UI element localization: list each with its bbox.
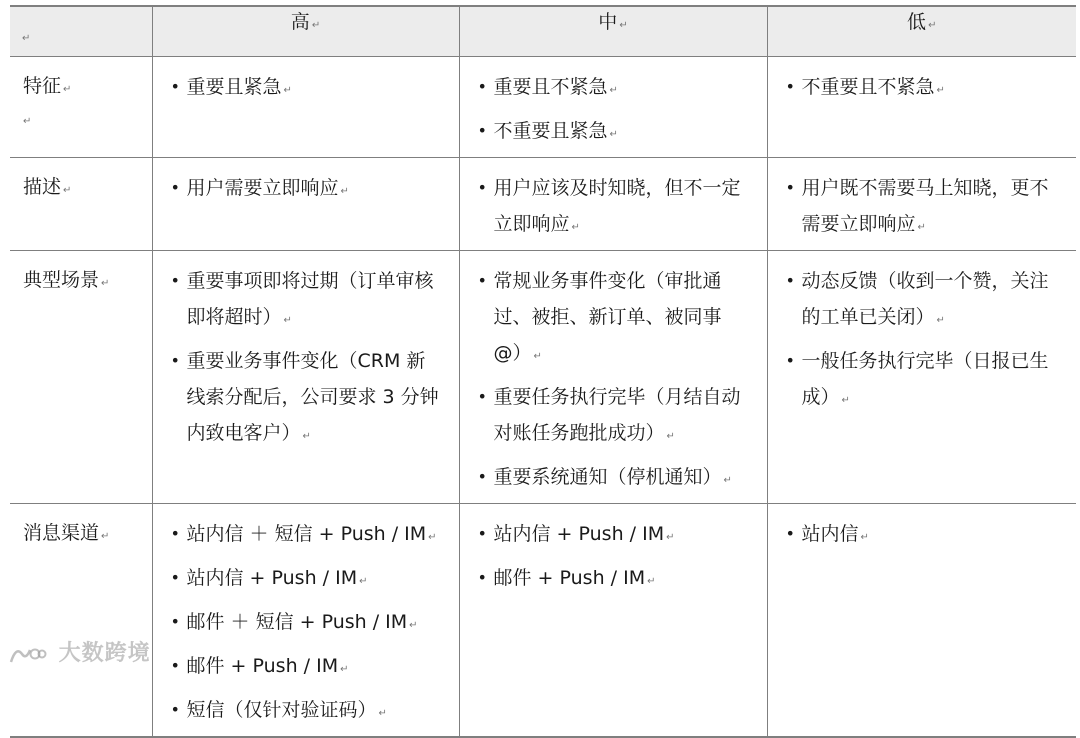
header-low: 低 ↵ [767, 6, 1076, 57]
row-label-feature: 特征 ↵ ↵ [10, 57, 152, 158]
list-item: • 用户应该及时知晓，但不一定立即响应 ↵ [478, 170, 749, 246]
list-item: • 重要且不紧急 ↵ [478, 69, 749, 109]
list-item: • 重要业务事件变化（CRM 新线索分配后，公司要求 3 分钟内致电客户） ↵ [171, 343, 441, 455]
header-mid: 中 ↵ [459, 6, 767, 57]
list-item: • 用户需要立即响应 ↵ [171, 170, 441, 210]
row-label-channel: 消息渠道 ↵ [10, 504, 152, 738]
list-item: • 短信（仅针对验证码） ↵ [171, 692, 441, 732]
cell-scenario-mid [459, 251, 767, 504]
cell-description-low [767, 158, 1076, 251]
watermark-text: 大数跨境 [58, 641, 151, 666]
list-item: • 用户既不需要马上知晓，更不需要立即响应 ↵ [786, 170, 1059, 246]
list-item: • 一般任务执行完毕（日报已生成） ↵ [786, 343, 1059, 419]
header-corner-cell [10, 6, 152, 57]
list-item: • 不重要且不紧急 ↵ [786, 69, 1059, 109]
list-item: • 站内信 + Push / IM ↵ [171, 560, 441, 600]
cell-feature-mid [459, 57, 767, 158]
row-label-description: 描述 ↵ [10, 158, 152, 251]
cell-feature-high [152, 57, 459, 158]
paragraph-mark: ↵ [22, 33, 31, 44]
list-item: • 常规业务事件变化（审批通过、被拒、新订单、被同事@） ↵ [478, 263, 749, 375]
cell-scenario-low [767, 251, 1076, 504]
list-item: • 重要任务执行完毕（月结自动对账任务跑批成功） ↵ [478, 379, 749, 455]
priority-table [10, 5, 1076, 738]
row-feature [10, 57, 1076, 158]
header-high: 高 ↵ [152, 6, 459, 57]
list-item: • 站内信 ↵ [786, 516, 1059, 556]
list-item: • 邮件 ＋ 短信 + Push / IM ↵ [171, 604, 441, 644]
cell-description-mid [459, 158, 767, 251]
row-scenario [10, 251, 1076, 504]
list-item: • 重要且紧急 ↵ [171, 69, 441, 109]
row-label-scenario: 典型场景 ↵ [10, 251, 152, 504]
list-item: • 站内信 + Push / IM ↵ [478, 516, 749, 556]
header-row [10, 6, 1076, 57]
cell-feature-low [767, 57, 1076, 158]
row-description [10, 158, 1076, 251]
cell-channel-mid [459, 504, 767, 738]
list-item: • 邮件 + Push / IM ↵ [171, 648, 441, 688]
cell-scenario-high [152, 251, 459, 504]
list-item: • 邮件 + Push / IM ↵ [478, 560, 749, 600]
row-channel [10, 504, 1076, 738]
watermark [8, 636, 151, 667]
cell-channel-high [152, 504, 459, 738]
cell-channel-low [767, 504, 1076, 738]
list-item: • 重要事项即将过期（订单审核即将超时） ↵ [171, 263, 441, 339]
list-item: • 不重要且紧急 ↵ [478, 113, 749, 153]
list-item: • 重要系统通知（停机通知） ↵ [478, 459, 749, 499]
watermark-logo-icon [8, 642, 46, 666]
list-item: • 站内信 ＋ 短信 + Push / IM ↵ [171, 516, 441, 556]
list-item: • 动态反馈（收到一个赞，关注的工单已关闭） ↵ [786, 263, 1059, 339]
cell-description-high [152, 158, 459, 251]
